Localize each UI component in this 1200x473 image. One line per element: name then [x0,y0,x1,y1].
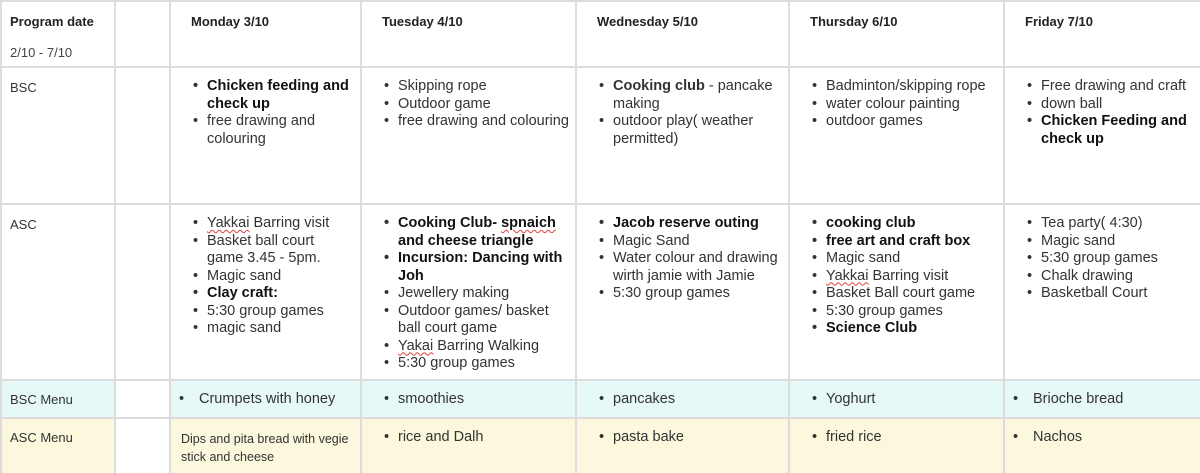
list-item: • pancakes [613,391,782,409]
asc-row [1,204,1200,380]
asc-tuesday-cell[interactable] [361,204,576,380]
activity-text: Barring visit [249,215,330,231]
bsc-menu-thursday-cell[interactable] [789,380,1004,418]
menu-list [171,381,360,409]
list-item: • Water colour and drawing wirth jamie with Jamie [613,250,782,285]
asc-menu-monday-cell[interactable] [170,418,361,473]
list-item: • Clay craft: [207,285,354,303]
misspelled-word: Yakai [398,337,434,354]
row-label-bsc-menu[interactable]: BSC Menu [1,380,115,418]
list-item: • cooking club [826,215,997,233]
list-item: • fried rice [826,429,997,447]
list-item [613,78,782,113]
list-item [826,268,997,286]
bsc-row [1,67,1200,204]
activity-list [577,68,788,148]
list-item: • free drawing and colouring [398,113,569,131]
list-item: • Outdoor games/ basket ball court game [398,303,569,338]
asc-menu-friday-cell[interactable] [1004,418,1200,473]
list-item: • Crumpets with honey [199,391,354,409]
bsc-menu-wednesday-cell[interactable] [576,380,789,418]
list-item: • outdoor play( weather permitted) [613,113,782,148]
blank-cell[interactable] [115,67,170,204]
list-item: • Yoghurt [826,391,997,409]
asc-menu-row [1,418,1200,473]
activity-list [790,205,1003,338]
menu-list [577,419,788,447]
misspelled-word: Yakkai [826,267,869,284]
day-header-monday[interactable]: Monday 3/10 [170,1,361,67]
list-item: • Free drawing and craft [1041,78,1194,96]
list-item: • Badminton/skipping rope [826,78,997,96]
bsc-tuesday-cell[interactable] [361,67,576,204]
activity-text: Barring visit [868,267,949,284]
day-header-tuesday[interactable]: Tuesday 4/10 [361,1,576,67]
header-row [1,1,1200,67]
activity-text: and cheese triangle [398,232,534,249]
list-item: • Nachos [1033,429,1194,447]
list-item [398,215,569,250]
activity-text: Barring Walking [433,337,540,354]
list-item: • pasta bake [613,429,782,447]
menu-list [790,419,1003,447]
menu-list [1005,381,1200,409]
list-item: • Chicken feeding and check up [207,78,354,113]
activity-list [790,68,1003,131]
list-item: • Jacob reserve outing [613,215,782,233]
list-item: • Outdoor game [398,96,569,114]
list-item: • free art and craft box [826,233,997,251]
bsc-friday-cell[interactable] [1004,67,1200,204]
list-item: • Incursion: Dancing with Joh [398,250,569,285]
list-item: • Basketball Court [1041,285,1194,303]
asc-menu-wednesday-cell[interactable] [576,418,789,473]
row-label-bsc[interactable]: BSC [1,67,115,204]
asc-thursday-cell[interactable] [789,204,1004,380]
list-item: • Magic sand [207,268,354,286]
list-item: • Magic Sand [613,233,782,251]
bsc-menu-monday-cell[interactable] [170,380,361,418]
list-item: • Magic sand [826,250,997,268]
menu-list [577,381,788,409]
asc-friday-cell[interactable] [1004,204,1200,380]
menu-list [362,419,575,447]
misspelled-word: spnaich [501,215,556,231]
blank-cell[interactable] [115,1,170,67]
list-item: • magic sand [207,320,354,338]
activity-list [362,205,575,373]
list-item [398,338,569,356]
asc-wednesday-cell[interactable] [576,204,789,380]
asc-menu-tuesday-cell[interactable] [361,418,576,473]
list-item: • Tea party( 4:30) [1041,215,1194,233]
list-item: • Brioche bread [1033,391,1194,409]
bsc-menu-tuesday-cell[interactable] [361,380,576,418]
bsc-wednesday-cell[interactable] [576,67,789,204]
menu-list [362,381,575,409]
day-header-thursday[interactable]: Thursday 6/10 [789,1,1004,67]
asc-monday-cell[interactable] [170,204,361,380]
list-item: • outdoor games [826,113,997,131]
list-item: • 5:30 group games [613,285,782,303]
bsc-thursday-cell[interactable] [789,67,1004,204]
menu-text: Dips and pita bread with vegie stick and cheese [181,432,349,464]
bsc-menu-row [1,380,1200,418]
list-item: • 5:30 group games [826,303,997,321]
menu-list [1005,419,1200,447]
list-item: • 5:30 group games [398,355,569,373]
list-item: • Basket Ball court game [826,285,997,303]
bsc-menu-friday-cell[interactable] [1004,380,1200,418]
menu-list [790,381,1003,409]
blank-cell[interactable] [115,380,170,418]
program-date-cell[interactable] [1,1,115,67]
blank-cell[interactable] [115,418,170,473]
day-header-friday[interactable]: Friday 7/10 [1004,1,1200,67]
list-item: • rice and Dalh [398,429,569,447]
list-item: • 5:30 group games [1041,250,1194,268]
activity-list [577,205,788,303]
program-date-label: Program date [10,14,94,29]
activity-list [362,68,575,131]
list-item: • Basket ball court game 3.45 - 5pm. [207,233,354,268]
activity-text: - pancake making [613,78,773,112]
list-item: • Chicken Feeding and check up [1041,113,1194,148]
list-item: • Magic sand [1041,233,1194,251]
activity-list [1005,205,1200,303]
list-item: • Chalk drawing [1041,268,1194,286]
list-item: • Jewellery making [398,285,569,303]
list-item: • Skipping rope [398,78,569,96]
activity-bold: Cooking club [613,78,705,94]
blank-cell[interactable] [115,204,170,380]
list-item: • smoothies [398,391,569,409]
list-item: • water colour painting [826,96,997,114]
activity-list [171,68,360,148]
list-item: • free drawing and colouring [207,113,354,148]
row-label-asc[interactable]: ASC [1,204,115,380]
misspelled-word: Yakkai [207,215,250,231]
activity-list [1005,68,1200,148]
bsc-monday-cell[interactable] [170,67,361,204]
list-item: • down ball [1041,96,1194,114]
row-label-asc-menu[interactable]: ASC Menu [1,418,115,473]
list-item: • 5:30 group games [207,303,354,321]
list-item [207,215,354,233]
activity-list [171,205,360,338]
date-range: 2/10 - 7/10 [10,45,73,60]
day-header-wednesday[interactable]: Wednesday 5/10 [576,1,789,67]
asc-menu-thursday-cell[interactable] [789,418,1004,473]
activity-text: Cooking Club- [398,215,502,231]
list-item: • Science Club [826,320,997,338]
